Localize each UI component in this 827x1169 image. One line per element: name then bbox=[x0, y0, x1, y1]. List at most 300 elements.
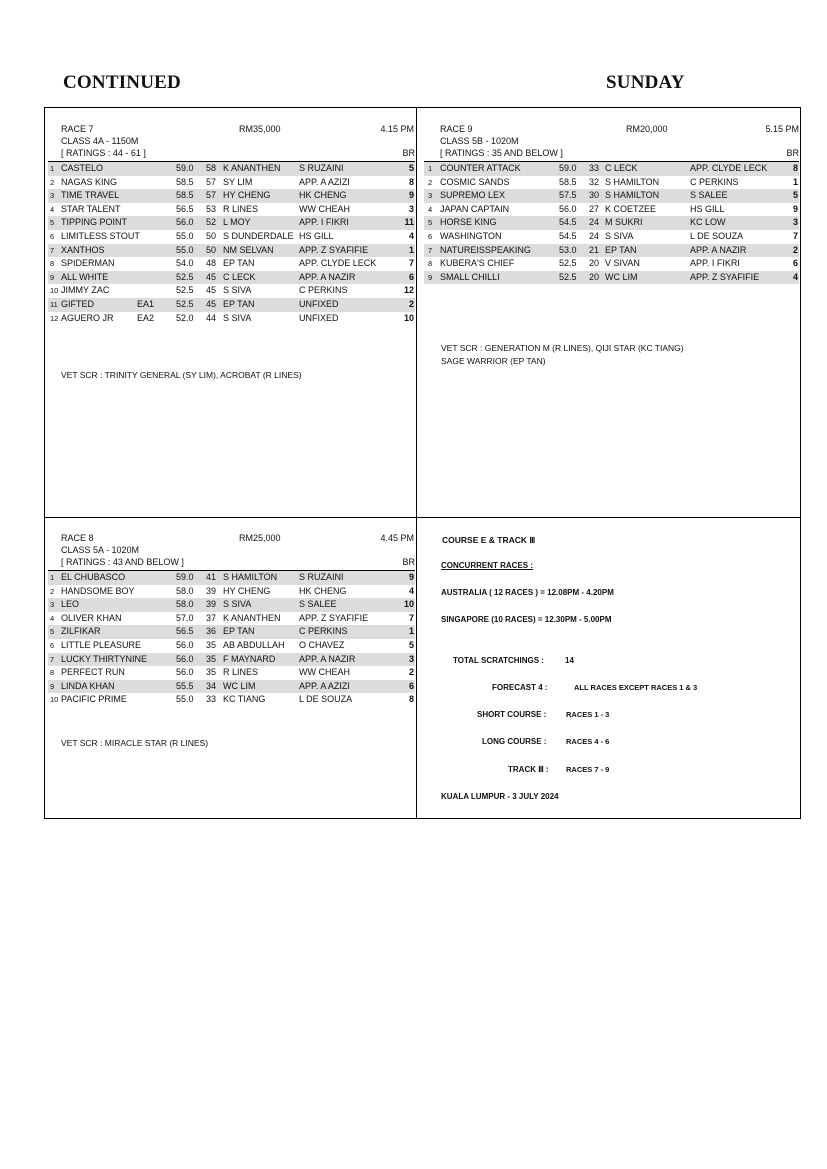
race-8-vet-scratchings bbox=[61, 737, 208, 750]
weight: 52.5 bbox=[176, 271, 194, 282]
runner-number: 3 bbox=[50, 600, 55, 610]
weight: 57.0 bbox=[176, 612, 194, 623]
race-7-panel bbox=[48, 124, 415, 325]
trainer-name: HK CHENG bbox=[299, 190, 347, 201]
track-value: RACES 7 - 9 bbox=[566, 765, 610, 774]
barrier-draw: 10 bbox=[403, 599, 414, 610]
row-divider bbox=[44, 517, 801, 518]
horse-name: LINDA KHAN bbox=[61, 680, 115, 691]
vet-line: VET SCR : GENERATION M (R LINES), QIJI STAR (KC TIANG) bbox=[441, 343, 684, 353]
rating: 50 bbox=[206, 244, 217, 255]
runner-number: 8 bbox=[428, 259, 433, 269]
rating: 24 bbox=[589, 217, 600, 228]
long-course-label: LONG COURSE : bbox=[482, 737, 547, 746]
jockey-name: EP TAN bbox=[223, 626, 255, 637]
race-9-vet-scratchings bbox=[441, 342, 684, 368]
race-class: CLASS 5A - 1020M bbox=[61, 545, 140, 555]
barrier-draw: 12 bbox=[403, 285, 414, 296]
runner-number: 12 bbox=[50, 313, 59, 323]
weight: 58.5 bbox=[176, 176, 194, 187]
runner-row bbox=[48, 639, 415, 653]
course-track: COURSE E & TRACK Ⅲ bbox=[442, 535, 536, 545]
vet-line: VET SCR : MIRACLE STAR (R LINES) bbox=[61, 738, 209, 748]
rating: 33 bbox=[206, 694, 217, 705]
race-7-vet-scratchings bbox=[61, 369, 302, 382]
horse-name: SMALL CHILLI bbox=[440, 271, 500, 282]
rating: 20 bbox=[589, 271, 600, 282]
runner-row bbox=[48, 162, 415, 176]
rating: 21 bbox=[589, 244, 600, 255]
rating: 39 bbox=[206, 599, 217, 610]
barrier-draw: 4 bbox=[408, 230, 414, 241]
weight: 56.5 bbox=[176, 626, 194, 637]
barrier-draw: 1 bbox=[408, 626, 414, 637]
jockey-name: L MOY bbox=[223, 217, 251, 228]
jockey-name: C LECK bbox=[223, 271, 256, 282]
rating: 27 bbox=[589, 203, 600, 214]
barrier-draw: 3 bbox=[792, 217, 798, 228]
race-time: 4.45 PM bbox=[380, 533, 414, 543]
race-ratings: [ RATINGS : 43 AND BELOW ] bbox=[61, 557, 184, 567]
runner-row bbox=[424, 203, 799, 217]
race-ratings: [ RATINGS : 35 AND BELOW ] bbox=[440, 148, 563, 158]
runner-row bbox=[48, 216, 415, 230]
runner-number: 6 bbox=[428, 231, 433, 241]
horse-name: OLIVER KHAN bbox=[61, 612, 122, 623]
rating: 50 bbox=[206, 230, 217, 241]
horse-name: GIFTED bbox=[61, 298, 94, 309]
rating: 37 bbox=[206, 612, 217, 623]
runner-row bbox=[48, 271, 415, 285]
barrier-draw: 5 bbox=[792, 190, 798, 201]
jockey-name: K COETZEE bbox=[605, 203, 657, 214]
weight: 55.0 bbox=[176, 244, 194, 255]
barrier-draw: 11 bbox=[404, 217, 414, 228]
horse-name: XANTHOS bbox=[61, 244, 105, 255]
runner-number: 2 bbox=[428, 177, 433, 187]
weight: 55.5 bbox=[176, 680, 194, 691]
runner-row bbox=[424, 162, 799, 176]
horse-name: HANDSOME BOY bbox=[61, 585, 135, 596]
jockey-name: KC TIANG bbox=[223, 694, 266, 705]
runner-row bbox=[424, 257, 799, 271]
trainer-name: APP. Z SYAFIFIE bbox=[690, 271, 760, 282]
weight: 58.0 bbox=[176, 585, 194, 596]
weight: 56.0 bbox=[176, 653, 194, 664]
barrier-draw: 8 bbox=[792, 163, 798, 173]
rating: 39 bbox=[206, 585, 217, 596]
jockey-name: WC LIM bbox=[605, 271, 638, 282]
trainer-name: HS GILL bbox=[299, 230, 334, 241]
runner-row bbox=[424, 216, 799, 230]
runner-row bbox=[424, 176, 799, 190]
singapore-races: SINGAPORE (10 RACES) = 12.30PM - 5.00PM bbox=[441, 615, 612, 624]
horse-name: ZILFIKAR bbox=[61, 626, 101, 637]
trainer-name: APP. A NAZIR bbox=[690, 244, 747, 255]
runner-number: 6 bbox=[50, 640, 55, 650]
weight: 59.0 bbox=[176, 572, 194, 582]
rating: 48 bbox=[206, 258, 217, 269]
jockey-name: S SIVA bbox=[605, 230, 634, 241]
trainer-name: APP. A NAZIR bbox=[299, 271, 356, 282]
horse-name: TIME TRAVEL bbox=[61, 190, 120, 201]
short-course-label: SHORT COURSE : bbox=[477, 710, 547, 719]
horse-name: NAGAS KING bbox=[61, 176, 118, 187]
barrier-draw: 8 bbox=[408, 176, 414, 187]
horse-name: HORSE KING bbox=[440, 217, 497, 228]
horse-name: AGUERO JR bbox=[61, 312, 114, 323]
runner-number: 9 bbox=[50, 681, 55, 691]
runner-row bbox=[48, 598, 415, 612]
track-label: TRACK Ⅲ : bbox=[508, 765, 549, 774]
jockey-name: S SIVA bbox=[223, 285, 252, 296]
jockey-name: R LINES bbox=[223, 203, 259, 214]
emergency-acceptor: EA1 bbox=[137, 298, 155, 309]
horse-name: EL CHUBASCO bbox=[61, 572, 126, 582]
weight: 52.5 bbox=[176, 285, 194, 296]
barrier-draw: 1 bbox=[408, 244, 414, 255]
horse-name: LITTLE PLEASURE bbox=[61, 639, 142, 650]
rating: 58 bbox=[206, 163, 217, 173]
runner-row bbox=[48, 230, 415, 244]
rating: 45 bbox=[206, 285, 217, 296]
horse-name: COSMIC SANDS bbox=[440, 176, 510, 187]
rating: 35 bbox=[206, 653, 217, 664]
venue-date: KUALA LUMPUR - 3 JULY 2024 bbox=[441, 792, 559, 801]
column-divider bbox=[416, 107, 417, 819]
br-label: BR bbox=[786, 148, 799, 158]
trainer-name: APP. CLYDE LECK bbox=[690, 163, 768, 173]
runner-row bbox=[48, 625, 415, 639]
barrier-draw: 9 bbox=[792, 203, 798, 214]
runner-number: 7 bbox=[50, 245, 55, 255]
rating: 41 bbox=[206, 572, 217, 582]
jockey-name: K ANANTHEN bbox=[223, 612, 281, 623]
runner-number: 5 bbox=[50, 218, 55, 228]
weight: 57.5 bbox=[559, 190, 577, 201]
continued-header: CONTINUED bbox=[63, 72, 181, 93]
barrier-draw: 5 bbox=[408, 163, 414, 173]
race-number: RACE 7 bbox=[61, 124, 94, 134]
race-number: RACE 8 bbox=[61, 533, 94, 543]
runner-number: 3 bbox=[428, 191, 433, 201]
horse-name: TIPPING POINT bbox=[61, 217, 128, 228]
jockey-name: SY LIM bbox=[223, 176, 253, 187]
rating: 24 bbox=[589, 230, 600, 241]
race-class: CLASS 5B - 1020M bbox=[440, 136, 519, 146]
rating: 20 bbox=[589, 258, 600, 269]
rating: 57 bbox=[206, 190, 217, 201]
horse-name: STAR TALENT bbox=[61, 203, 121, 214]
trainer-name: L DE SOUZA bbox=[299, 694, 353, 705]
horse-name: JAPAN CAPTAIN bbox=[440, 203, 510, 214]
runner-number: 8 bbox=[50, 259, 55, 269]
runner-row bbox=[48, 680, 415, 694]
barrier-draw: 2 bbox=[792, 244, 798, 255]
jockey-name: HY CHENG bbox=[223, 585, 271, 596]
trainer-name: S SALEE bbox=[690, 190, 728, 201]
br-label: BR bbox=[402, 148, 415, 158]
trainer-name: C PERKINS bbox=[299, 626, 348, 637]
weight: 52.5 bbox=[559, 271, 577, 282]
runner-row bbox=[48, 257, 415, 271]
runner-list bbox=[48, 161, 415, 325]
horse-name: NATUREISSPEAKING bbox=[440, 244, 531, 255]
barrier-draw: 3 bbox=[408, 653, 414, 664]
weight: 53.0 bbox=[559, 244, 577, 255]
rating: 35 bbox=[206, 667, 217, 678]
race-9-panel bbox=[424, 124, 799, 284]
weight: 56.0 bbox=[176, 639, 194, 650]
trainer-name: APP. Z SYAFIFIE bbox=[299, 244, 369, 255]
long-course-value: RACES 4 - 6 bbox=[566, 737, 610, 746]
race-8-panel bbox=[48, 533, 415, 707]
runner-number: 2 bbox=[50, 177, 55, 187]
horse-name: KUBERA'S CHIEF bbox=[440, 258, 515, 269]
runner-row bbox=[48, 244, 415, 258]
race-class: CLASS 4A - 1150M bbox=[61, 136, 139, 146]
rating: 53 bbox=[206, 203, 217, 214]
br-label: BR bbox=[402, 557, 415, 567]
weight: 55.0 bbox=[176, 694, 194, 705]
jockey-name: EP TAN bbox=[223, 298, 255, 309]
horse-name: PERFECT RUN bbox=[61, 667, 125, 678]
runner-number: 7 bbox=[428, 245, 433, 255]
trainer-name: HS GILL bbox=[690, 203, 725, 214]
weight: 52.0 bbox=[176, 312, 194, 323]
jockey-name: K ANANTHEN bbox=[223, 163, 281, 173]
runner-row bbox=[48, 653, 415, 667]
jockey-name: M SUKRI bbox=[605, 217, 643, 228]
race-prize: RM35,000 bbox=[239, 124, 281, 134]
runner-row bbox=[424, 189, 799, 203]
runner-number: 9 bbox=[50, 272, 55, 282]
horse-name: SUPREMO LEX bbox=[440, 190, 506, 201]
australia-races: AUSTRALIA ( 12 RACES ) = 12.08PM - 4.20PM bbox=[441, 588, 614, 597]
race-time: 4.15 PM bbox=[380, 124, 414, 134]
rating: 30 bbox=[589, 190, 600, 201]
trainer-name: WW CHEAH bbox=[299, 667, 350, 678]
jockey-name: R LINES bbox=[223, 667, 259, 678]
runner-number: 6 bbox=[50, 231, 55, 241]
rating: 36 bbox=[206, 626, 217, 637]
total-scratchings-label: TOTAL SCRATCHINGS : bbox=[453, 656, 544, 665]
trainer-name: APP. A AZIZI bbox=[299, 680, 350, 691]
barrier-draw: 2 bbox=[408, 298, 414, 309]
runner-row bbox=[48, 693, 415, 707]
trainer-name: C PERKINS bbox=[690, 176, 739, 187]
barrier-draw: 5 bbox=[408, 639, 414, 650]
barrier-draw: 4 bbox=[792, 271, 798, 282]
barrier-draw: 7 bbox=[792, 230, 798, 241]
jockey-name: S HAMILTON bbox=[605, 176, 660, 187]
runner-number: 9 bbox=[428, 272, 433, 282]
barrier-draw: 9 bbox=[408, 190, 414, 201]
vet-line: SAGE WARRIOR (EP TAN) bbox=[441, 356, 546, 366]
horse-name: LEO bbox=[61, 599, 80, 610]
weight: 52.5 bbox=[559, 258, 577, 269]
short-course-value: RACES 1 - 3 bbox=[566, 710, 610, 719]
trainer-name: C PERKINS bbox=[299, 285, 348, 296]
rating: 45 bbox=[206, 271, 217, 282]
horse-name: COUNTER ATTACK bbox=[440, 163, 521, 173]
concurrent-races-heading: CONCURRENT RACES : bbox=[441, 561, 533, 570]
runner-row bbox=[48, 176, 415, 190]
runner-row bbox=[48, 189, 415, 203]
weight: 58.0 bbox=[176, 599, 194, 610]
horse-name: CASTELO bbox=[61, 163, 104, 173]
jockey-name: C LECK bbox=[605, 163, 638, 173]
trainer-name: L DE SOUZA bbox=[690, 230, 744, 241]
jockey-name: EP TAN bbox=[605, 244, 637, 255]
trainer-name: S RUZAINI bbox=[299, 163, 344, 173]
horse-name: LUCKY THIRTYNINE bbox=[61, 653, 148, 664]
trainer-name: O CHAVEZ bbox=[299, 639, 345, 650]
trainer-name: WW CHEAH bbox=[299, 203, 350, 214]
weight: 56.0 bbox=[559, 203, 577, 214]
weight: 54.0 bbox=[176, 258, 194, 269]
trainer-name: APP. CLYDE LECK bbox=[299, 258, 377, 269]
trainer-name: APP. I FIKRI bbox=[299, 217, 349, 228]
trainer-name: APP. Z SYAFIFIE bbox=[299, 612, 369, 623]
emergency-acceptor: EA2 bbox=[137, 312, 155, 323]
forecast-value: ALL RACES EXCEPT RACES 1 & 3 bbox=[574, 683, 698, 692]
trainer-name: KC LOW bbox=[690, 217, 726, 228]
jockey-name: S SIVA bbox=[223, 312, 252, 323]
runner-list bbox=[424, 161, 799, 284]
weight: 58.5 bbox=[559, 176, 577, 187]
runner-row bbox=[48, 666, 415, 680]
runner-number: 4 bbox=[50, 613, 55, 623]
jockey-name: V SIVAN bbox=[605, 258, 640, 269]
runner-number: 1 bbox=[50, 164, 55, 173]
trainer-name: APP. I FIKRI bbox=[690, 258, 740, 269]
jockey-name: S DUNDERDALE bbox=[223, 230, 294, 241]
rating: 32 bbox=[589, 176, 600, 187]
weight: 52.5 bbox=[176, 298, 194, 309]
jockey-name: S HAMILTON bbox=[223, 572, 278, 582]
runner-row bbox=[48, 571, 415, 585]
rating: 57 bbox=[206, 176, 217, 187]
runner-number: 10 bbox=[50, 695, 59, 705]
jockey-name: F MAYNARD bbox=[223, 653, 276, 664]
runner-number: 4 bbox=[428, 204, 433, 214]
horse-name: LIMITLESS STOUT bbox=[61, 230, 140, 241]
horse-name: SPIDERMAN bbox=[61, 258, 115, 269]
trainer-name: APP. A NAZIR bbox=[299, 653, 356, 664]
horse-name: WASHINGTON bbox=[440, 230, 502, 241]
runner-number: 10 bbox=[50, 286, 59, 296]
weight: 59.0 bbox=[559, 163, 577, 173]
race-prize: RM25,000 bbox=[239, 533, 281, 543]
barrier-draw: 6 bbox=[408, 271, 414, 282]
rating: 33 bbox=[589, 163, 600, 173]
jockey-name: NM SELVAN bbox=[223, 244, 274, 255]
runner-row bbox=[48, 203, 415, 217]
rating: 45 bbox=[206, 298, 217, 309]
trainer-name: UNFIXED bbox=[299, 312, 339, 323]
trainer-name: UNFIXED bbox=[299, 298, 339, 309]
horse-name: PACIFIC PRIME bbox=[61, 694, 127, 705]
weight: 54.5 bbox=[559, 217, 577, 228]
total-scratchings-value: 14 bbox=[565, 656, 574, 665]
runner-number: 1 bbox=[428, 164, 433, 173]
jockey-name: S SIVA bbox=[223, 599, 252, 610]
trainer-name: S SALEE bbox=[299, 599, 337, 610]
weight: 54.5 bbox=[559, 230, 577, 241]
runner-number: 11 bbox=[50, 299, 58, 309]
barrier-draw: 9 bbox=[408, 572, 414, 582]
runner-number: 2 bbox=[50, 586, 55, 596]
rating: 52 bbox=[206, 217, 217, 228]
jockey-name: AB ABDULLAH bbox=[223, 639, 285, 650]
runner-number: 5 bbox=[50, 627, 55, 637]
barrier-draw: 6 bbox=[792, 258, 798, 269]
vet-line: VET SCR : TRINITY GENERAL (SY LIM), ACROBAT (R LINES) bbox=[61, 370, 302, 380]
horse-name: ALL WHITE bbox=[61, 271, 109, 282]
rating: 35 bbox=[206, 639, 217, 650]
barrier-draw: 7 bbox=[408, 612, 414, 623]
barrier-draw: 10 bbox=[403, 312, 414, 323]
runner-row bbox=[48, 298, 415, 312]
runner-row bbox=[424, 230, 799, 244]
runner-number: 4 bbox=[50, 204, 55, 214]
trainer-name: HK CHENG bbox=[299, 585, 347, 596]
race-prize: RM20,000 bbox=[626, 124, 668, 134]
weight: 56.0 bbox=[176, 667, 194, 678]
runner-number: 3 bbox=[50, 191, 55, 201]
runner-number: 7 bbox=[50, 654, 55, 664]
jockey-name: WC LIM bbox=[223, 680, 256, 691]
runner-row bbox=[48, 312, 415, 326]
jockey-name: EP TAN bbox=[223, 258, 255, 269]
rating: 34 bbox=[206, 680, 217, 691]
barrier-draw: 1 bbox=[792, 176, 798, 187]
weight: 55.0 bbox=[176, 230, 194, 241]
weight: 59.0 bbox=[176, 163, 194, 173]
runner-row bbox=[424, 271, 799, 285]
runner-list bbox=[48, 570, 415, 707]
runner-number: 8 bbox=[50, 668, 55, 678]
weight: 56.0 bbox=[176, 217, 194, 228]
barrier-draw: 8 bbox=[408, 694, 414, 705]
runner-row bbox=[424, 244, 799, 258]
runner-row bbox=[48, 612, 415, 626]
runner-row bbox=[48, 284, 415, 298]
trainer-name: APP. A AZIZI bbox=[299, 176, 350, 187]
barrier-draw: 6 bbox=[408, 680, 414, 691]
runner-number: 5 bbox=[428, 218, 433, 228]
trainer-name: S RUZAINI bbox=[299, 572, 344, 582]
runner-number: 1 bbox=[50, 573, 55, 582]
barrier-draw: 3 bbox=[408, 203, 414, 214]
weight: 58.5 bbox=[176, 190, 194, 201]
horse-name: JIMMY ZAC bbox=[61, 285, 110, 296]
race-time: 5.15 PM bbox=[765, 124, 799, 134]
race-number: RACE 9 bbox=[440, 124, 473, 134]
day-header: SUNDAY bbox=[606, 72, 685, 93]
rating: 44 bbox=[206, 312, 217, 323]
weight: 56.5 bbox=[176, 203, 194, 214]
barrier-draw: 2 bbox=[408, 667, 414, 678]
race-ratings: [ RATINGS : 44 - 61 ] bbox=[61, 148, 146, 158]
forecast-label: FORECAST 4 : bbox=[492, 683, 548, 692]
barrier-draw: 7 bbox=[408, 258, 414, 269]
barrier-draw: 4 bbox=[408, 585, 414, 596]
jockey-name: HY CHENG bbox=[223, 190, 271, 201]
runner-row bbox=[48, 585, 415, 599]
jockey-name: S HAMILTON bbox=[605, 190, 660, 201]
